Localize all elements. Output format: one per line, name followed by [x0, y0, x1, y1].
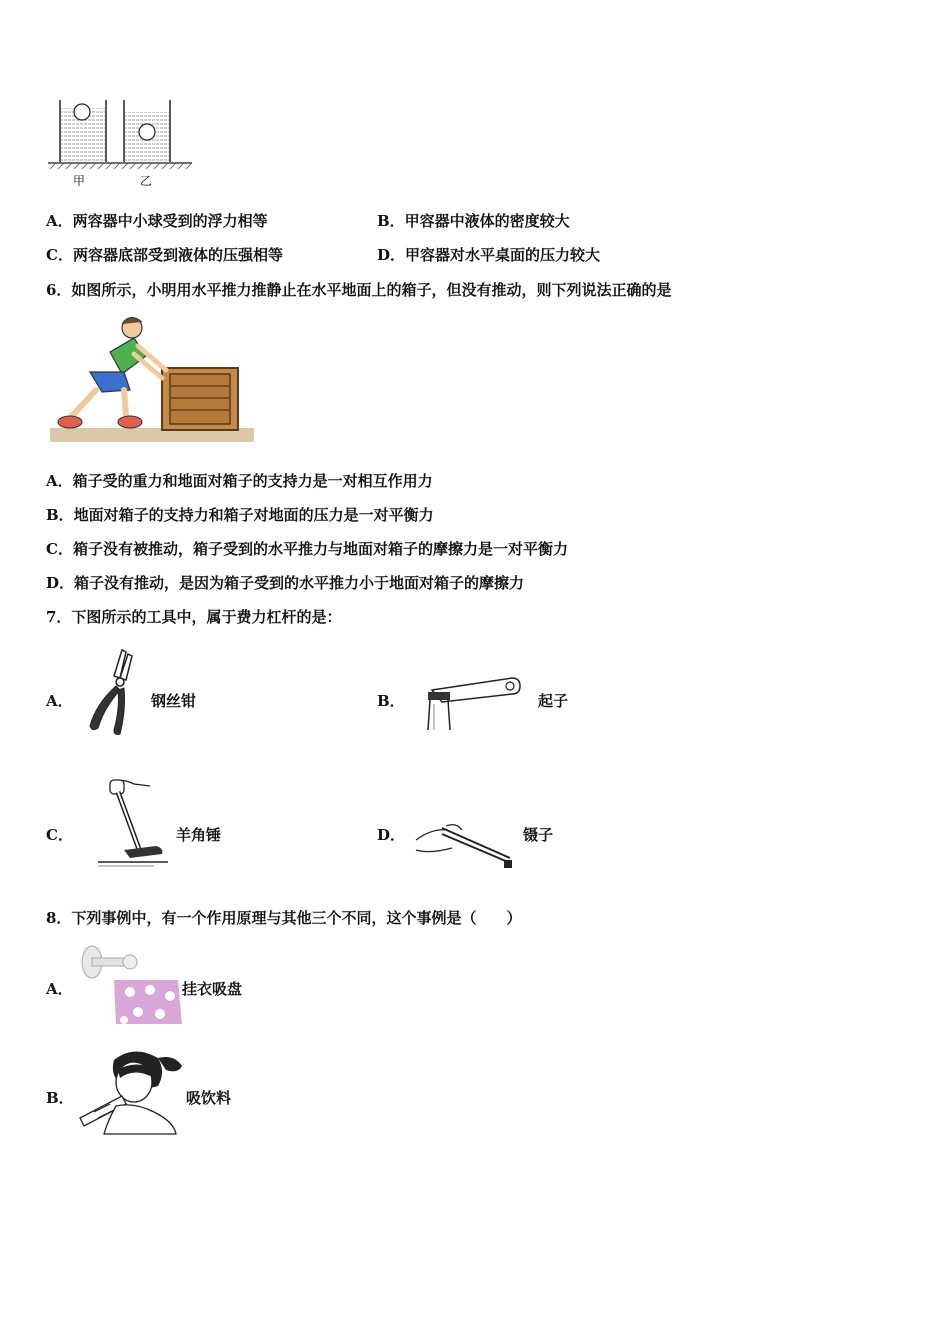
q6-stem: 6．如图所示，小明用水平推力推静止在水平地面上的箱子，但没有推动，则下列说法正确的是 [46, 281, 672, 299]
q7-option-b-label: 起子 [538, 692, 569, 710]
boy-pushing-box-figure [50, 312, 254, 444]
q5-option-c: C．两容器底部受到液体的压强相等 [46, 246, 283, 264]
fig-label-b: 乙 [140, 174, 153, 188]
q6-option-d: D．箱子没有推动，是因为箱子受到的水平推力小于地面对箱子的摩擦力 [46, 574, 525, 592]
tweezers-icon [412, 820, 522, 872]
q7-option-a-letter: A． [46, 692, 73, 710]
q7-option-c-label: 羊角锤 [176, 826, 222, 844]
pliers-icon [82, 648, 142, 738]
q6-option-a: A．箱子受的重力和地面对箱子的支持力是一对相互作用力 [46, 472, 433, 490]
suction-hook-icon [78, 940, 182, 1024]
q5-option-d: D．甲容器对水平桌面的压力较大 [377, 246, 601, 264]
q7-stem: 7．下图所示的工具中，属于费力杠杆的是： [46, 608, 342, 626]
containers-figure [44, 98, 196, 190]
q7-option-b-letter: B． [377, 692, 405, 710]
q7-option-a-label: 钢丝钳 [151, 692, 197, 710]
container-b [124, 100, 170, 162]
q8-stem: 8．下列事例中，有一个作用原理与其他三个不同，这个事例是（ ） [46, 909, 522, 927]
q8-option-a-letter: A． [46, 980, 73, 998]
bottle-opener-icon [422, 674, 522, 732]
container-a [60, 100, 106, 162]
q8-option-a-label: 挂衣吸盘 [182, 980, 243, 998]
claw-hammer-icon [94, 776, 172, 870]
q7-option-d-label: 镊子 [523, 826, 554, 844]
q5-option-a: A．两容器中小球受到的浮力相等 [46, 212, 268, 230]
fig-label-a: 甲 [73, 174, 86, 188]
q7-option-d-letter: D． [377, 826, 406, 844]
q8-option-b-letter: B． [46, 1089, 74, 1107]
q8-option-b-label: 吸饮料 [186, 1089, 232, 1107]
q6-option-c: C．箱子没有被推动，箱子受到的水平推力与地面对箱子的摩擦力是一对平衡力 [46, 540, 568, 558]
q6-option-b: B．地面对箱子的支持力和箱子对地面的压力是一对平衡力 [46, 506, 434, 524]
q7-option-c-letter: C． [46, 826, 73, 844]
girl-drinking-icon [74, 1046, 186, 1136]
q5-option-b: B．甲容器中液体的密度较大 [377, 212, 570, 230]
